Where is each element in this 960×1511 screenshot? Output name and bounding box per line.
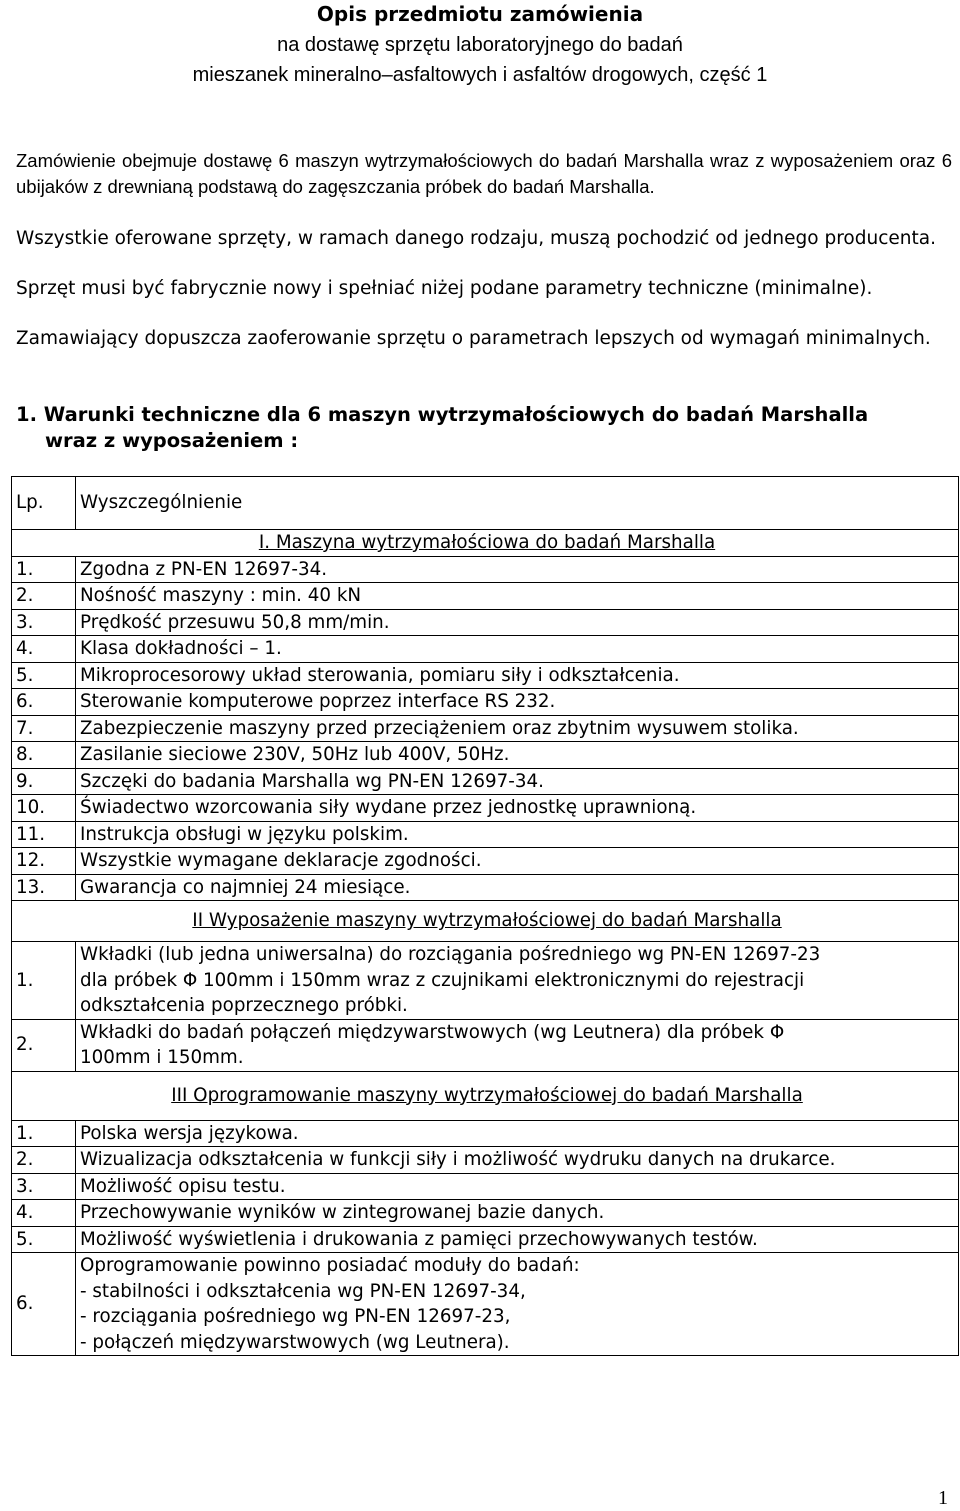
table-row: 1. Zgodna z PN-EN 12697-34. <box>12 556 959 583</box>
table-row: 3. Możliwość opisu testu. <box>12 1173 959 1200</box>
table-row: 12. Wszystkie wymagane deklaracje zgodności. <box>12 848 959 875</box>
page-number: 1 <box>938 1487 948 1509</box>
table-row: 6. Sterowanie komputerowe poprzez interface RS 232. <box>12 689 959 716</box>
table-row: 6. Oprogramowanie powinno posiadać moduły do badań: - stabilności i odkształcenia wg PN-EN 12697-34, - rozciągania pośredniego wg PN-EN 12697-23, - połączeń międzywarstwowych (wg Leutnera). <box>12 1253 959 1356</box>
group-3-header-row <box>12 1071 959 1120</box>
table-row: 10. Świadectwo wzorcowania siły wydane przez jednostkę uprawnioną. <box>12 795 959 822</box>
column-header-lp: Lp. <box>12 477 76 530</box>
table-row: 4. Klasa dokładności – 1. <box>12 636 959 663</box>
section-heading-line-1: 1. Warunki techniczne dla 6 maszyn wytrzymałościowych do badań Marshalla <box>16 403 869 426</box>
document-subtitle-line-2: mieszanek mineralno–asfaltowych i asfaltów drogowych, część 1 <box>192 64 768 86</box>
table-row: 8. Zasilanie sieciowe 230V, 50Hz lub 400V, 50Hz. <box>12 742 959 769</box>
group-2-title: II Wyposażenie maszyny wytrzymałościowej do badań Marshalla <box>192 910 782 932</box>
table-row: 2. Wizualizacja odkształcenia w funkcji siły i możliwość wydruku danych na drukarce. <box>12 1147 959 1174</box>
intro-paragraph-1: Zamówienie obejmuje dostawę 6 maszyn wytrzymałościowych do badań Marshalla wraz z wyposażeniem oraz 6 ubijaków z drewnianą podstawą do zagęszczania próbek do badań Marshalla. <box>16 150 952 197</box>
table-row: 1. Wkładki (lub jedna uniwersalna) do rozciągania pośredniego wg PN-EN 12697-23 dla próbek Φ 100mm i 150mm wraz z czujnikami elektronicznymi do rejestracji odkształcenia poprzecznego próbki. <box>12 942 959 1020</box>
column-header-description: Wyszczególnienie <box>76 477 959 530</box>
table-row: 13. Gwarancja co najmniej 24 miesiące. <box>12 874 959 901</box>
intro-paragraph-2: Wszystkie oferowane sprzęty, w ramach danego rodzaju, muszą pochodzić od jednego producenta. <box>16 228 936 249</box>
group-1-header-row <box>12 530 959 557</box>
table-row: 11. Instrukcja obsługi w języku polskim. <box>12 821 959 848</box>
section-heading-line-2: wraz z wyposażeniem : <box>45 429 299 452</box>
table-row: 1. Polska wersja językowa. <box>12 1120 959 1147</box>
document-subtitle-line-1: na dostawę sprzętu laboratoryjnego do badań <box>277 34 683 56</box>
table-row: 5. Możliwość wyświetlenia i drukowania z pamięci przechowywanych testów. <box>12 1226 959 1253</box>
document-title: Opis przedmiotu zamówienia <box>316 2 644 26</box>
group-2-header-row <box>12 901 959 942</box>
intro-paragraph-3: Sprzęt musi być fabrycznie nowy i spełniać niżej podane parametry techniczne (minimalne). <box>16 278 873 299</box>
table-row: 2. Wkładki do badań połączeń międzywarstwowych (wg Leutnera) dla próbek Φ 100mm i 150mm. <box>12 1019 959 1071</box>
specification-table <box>11 476 959 1356</box>
table-row: 7. Zabezpieczenie maszyny przed przeciążeniem oraz zbytnim wysuwem stolika. <box>12 715 959 742</box>
table-row: 9. Szczęki do badania Marshalla wg PN-EN 12697-34. <box>12 768 959 795</box>
group-1-title: I. Maszyna wytrzymałościowa do badań Marshalla <box>258 532 716 553</box>
section-heading <box>16 402 946 454</box>
table-row: 2. Nośność maszyny : min. 40 kN <box>12 583 959 610</box>
group-3-title: III Oprogramowanie maszyny wytrzymałościowej do badań Marshalla <box>171 1084 803 1106</box>
table-row: 3. Prędkość przesuwu 50,8 mm/min. <box>12 609 959 636</box>
table-row: 5. Mikroprocesorowy układ sterowania, pomiaru siły i odkształcenia. <box>12 662 959 689</box>
intro-paragraph-4: Zamawiający dopuszcza zaoferowanie sprzętu o parametrach lepszych od wymagań minimalnych. <box>16 328 931 349</box>
table-header-row <box>12 477 959 530</box>
table-row: 4. Przechowywanie wyników w zintegrowanej bazie danych. <box>12 1200 959 1227</box>
